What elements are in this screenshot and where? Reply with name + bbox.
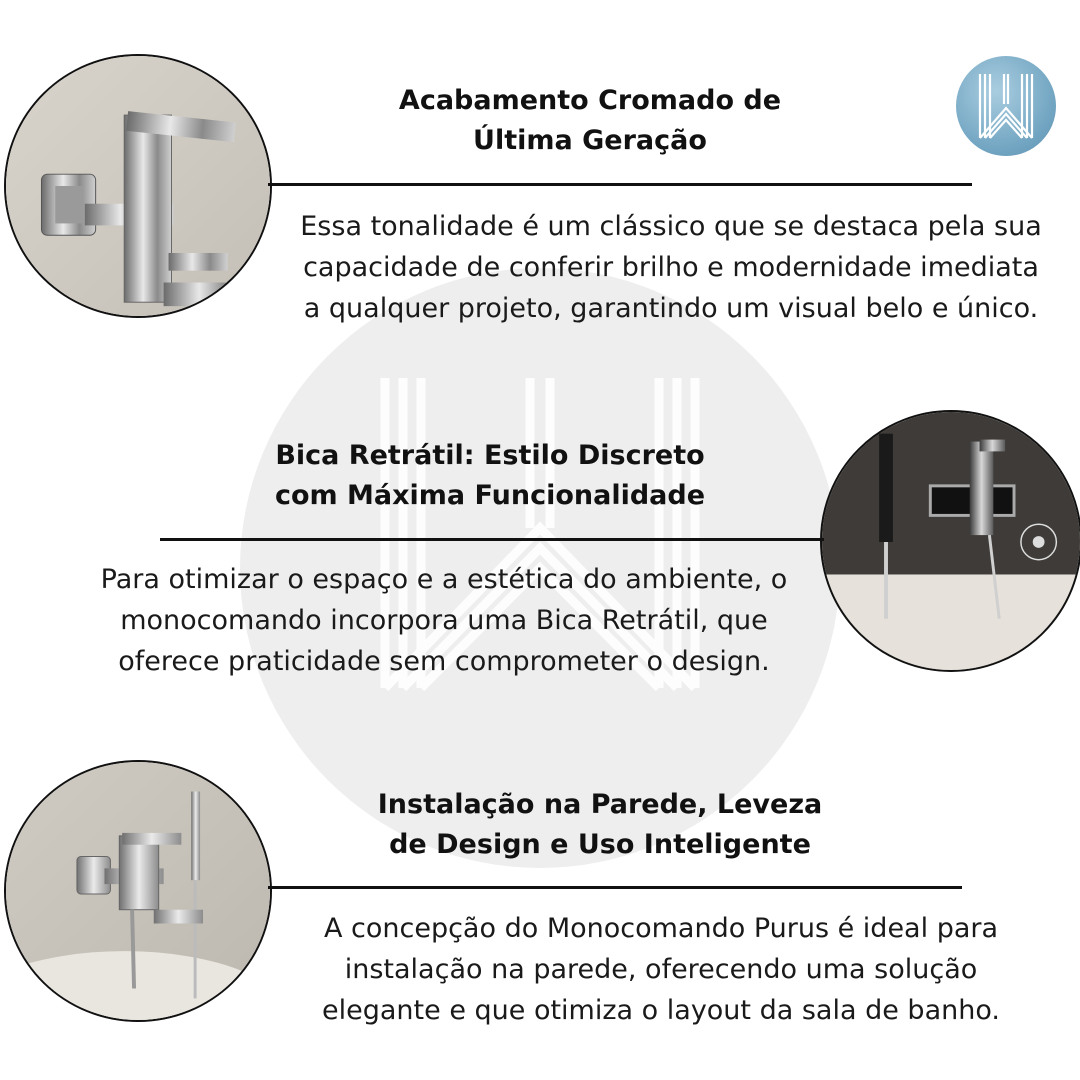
section-1-heading [340, 81, 840, 161]
section-divider [268, 183, 972, 186]
body-line: Essa tonalidade é um clássico que se destaca pela sua [300, 211, 1042, 242]
heading-line: de Design e Uso Inteligente [389, 829, 811, 860]
body-line: Para otimizar o espaço e a estética do ambiente, o [100, 564, 788, 595]
body-line: capacidade de conferir brilho e modernidade imediata [303, 252, 1039, 283]
heading-line: com Máxima Funcionalidade [274, 480, 706, 511]
wall-mounted-faucet-photo [4, 760, 272, 1022]
section-3-body [270, 908, 1052, 1031]
heading-line: Última Geração [473, 125, 707, 156]
body-line: elegante e que otimiza o layout da sala de banho. [322, 995, 1000, 1026]
dark-wall-faucet-photo [820, 410, 1080, 672]
heading-line: Bica Retrátil: Estilo Discreto [275, 440, 705, 471]
section-2-body [60, 559, 828, 682]
body-line: a qualquer projeto, garantindo um visual belo e único. [303, 293, 1039, 324]
section-divider [268, 886, 962, 889]
section-3-heading [340, 785, 860, 865]
section-divider [160, 538, 824, 541]
body-line: instalação na parede, oferecendo uma solução [344, 954, 978, 985]
heading-line: Instalação na Parede, Leveza [377, 789, 823, 820]
body-line: monocomando incorpora uma Bica Retrátil, que [120, 605, 768, 636]
section-1-body [262, 206, 1080, 329]
chrome-faucet-photo [4, 54, 272, 318]
heading-line: Acabamento Cromado de [398, 85, 782, 116]
body-line: oferece praticidade sem comprometer o design. [118, 646, 770, 677]
body-line: A concepção do Monocomando Purus é ideal para [323, 913, 999, 944]
section-2-heading [220, 436, 760, 516]
brand-logo-icon [956, 56, 1056, 156]
